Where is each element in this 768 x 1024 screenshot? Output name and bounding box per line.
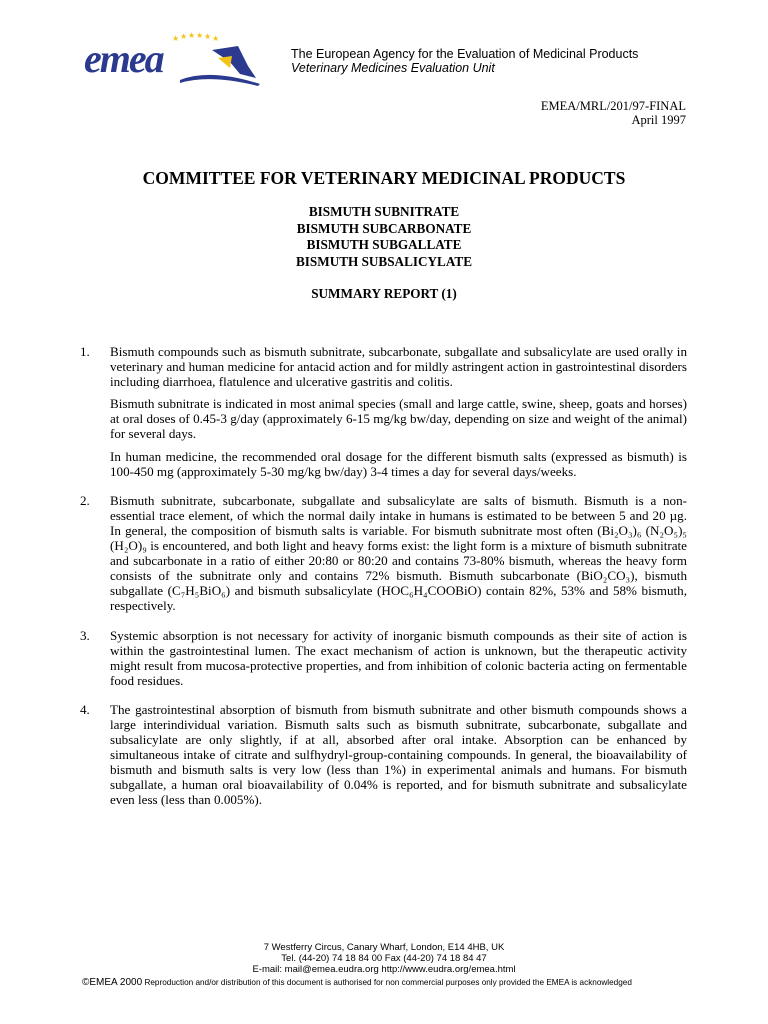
footer-phone: Tel. (44-20) 74 18 84 00 Fax (44-20) 74 18 84 47 — [281, 953, 487, 964]
paragraph: Bismuth subnitrate is indicated in most animal species (small and large cattle, swine, sheep, goats and horses) at oral doses of 0.45-3 g/day (approximately 6-15 mg/kg bw/day, depending on size and weight of the animal) for several days. — [110, 396, 687, 442]
footer-email: E-mail: mail@emea.eudra.org http://www.eudra.org/emea.html — [252, 964, 516, 975]
numbered-item — [80, 344, 687, 486]
compound-name: BISMUTH SUBNITRATE — [308, 204, 460, 219]
document-date: April 1997 — [631, 113, 686, 127]
compound-list — [0, 204, 768, 270]
reference-number: EMEA/MRL/201/97-FINAL — [540, 99, 686, 113]
item-number: 1. — [80, 344, 90, 359]
item-number: 3. — [80, 627, 90, 643]
svg-text:★: ★ — [212, 34, 220, 43]
svg-text:★: ★ — [180, 32, 188, 41]
svg-text:★: ★ — [188, 31, 196, 40]
paragraph: Systemic absorption is not necessary for activity of inorganic bismuth compounds as their site of action is within the gastrointestinal lumen. The exact mechanism of action is unknown, but the therapeutic activity might result from mucosa-protective properties, and from inhibition of colonic bacteria acting on fermentable food residues. — [110, 627, 687, 688]
copyright-text: Reproduction and/or distribution of this document is authorised for non commercial purposes only provided the EMEA is acknowledged — [144, 978, 632, 987]
document-reference — [541, 99, 686, 127]
committee-title: COMMITTEE FOR VETERINARY MEDICINAL PRODUCTS — [142, 168, 626, 188]
copyright-mark: ©EMEA 2000 — [82, 977, 143, 988]
numbered-item — [80, 493, 687, 621]
agency-name-block — [291, 47, 638, 75]
footer-address: 7 Westferry Circus, Canary Wharf, London, E14 4HB, UK — [263, 942, 505, 953]
item-number: 4. — [80, 701, 90, 717]
paragraph: The gastrointestinal absorption of bismuth from bismuth subnitrate and other bismuth compounds shows a large interindividual variation. Bismuth salts such as bismuth subnitrate, subcarbonate, subgallate and subsalicylate are only slightly, if at all, absorbed after oral intake. Absorption can be enhanced by simultaneous intake of citrate and sulfhydryl-group-containing compounds. In general, the bioavailability of bismuth and bismuth salts is very low (less than 1%) in experimental animals and humans. For bismuth subgallate, a human oral bioavailability of 0.04% is reported, and for bismuth subnitrate and subsalicylate even less (less than 0.005%). — [110, 701, 687, 808]
svg-text:★: ★ — [204, 32, 212, 41]
unit-name: Veterinary Medicines Evaluation Unit — [291, 61, 495, 75]
svg-text:★: ★ — [196, 31, 204, 40]
svg-text:★: ★ — [172, 34, 180, 43]
report-body — [80, 344, 687, 822]
emea-logo-text: emea — [84, 36, 163, 81]
agency-name: The European Agency for the Evaluation of Medicinal Products — [291, 47, 639, 61]
eu-stars-icon — [172, 31, 219, 43]
compound-name: BISMUTH SUBCARBONATE — [296, 220, 472, 236]
compound-name: BISMUTH SUBGALLATE — [306, 237, 462, 252]
numbered-item — [80, 702, 687, 815]
compound-name: BISMUTH SUBSALICYLATE — [295, 253, 472, 269]
paragraph: Bismuth compounds such as bismuth subnitrate, subcarbonate, subgallate and subsalicylate are used orally in veterinary and human medicine for antacid action and for mildly astringent action in gastrointestinal disorders including diarrhoea, flatulence and ulcerative gastritis and colitis. — [110, 344, 687, 390]
emea-logo — [80, 28, 265, 88]
paragraph: In human medicine, the recommended oral dosage for the different bismuth salts (expressed as bismuth) is 100-450 mg (approximately 5-30 mg/kg bw/day) 3-4 times a day for several days/weeks. — [110, 448, 687, 479]
report-title: SUMMARY REPORT (1) — [311, 286, 457, 301]
numbered-item — [80, 628, 687, 695]
copyright-notice — [82, 977, 632, 988]
item-number: 2. — [80, 492, 90, 508]
paragraph: Bismuth subnitrate, subcarbonate, subgallate and subsalicylate are salts of bismuth. Bismuth is a non-essential trace element, of which the normal daily intake in humans is estimated to be between 5 and 20 µg. In general, the composition of bismuth salts is variable. For bismuth subnitrate most often (Bi₂O₃)₆ (N₂O₅)₅ (H₂O)₉ is encountered, and both light and heavy forms exist: the light form is a mixture of bismuth subnitrate and subcarbonate in a ratio of either 20:80 or 80:20 and contains 73-80% bismuth, whereas the heavy form consists of the subnitrate only and contains 72% bismuth. Bismuth subcarbonate (BiO₂CO₃), bismuth subgallate (C₇H₅BiO₆) and bismuth subsalicylate (HOC₆H₄COOBiO) contain 82%, 53% and 58% bismuth, respectively. — [110, 492, 687, 614]
footer-contact — [0, 942, 768, 975]
